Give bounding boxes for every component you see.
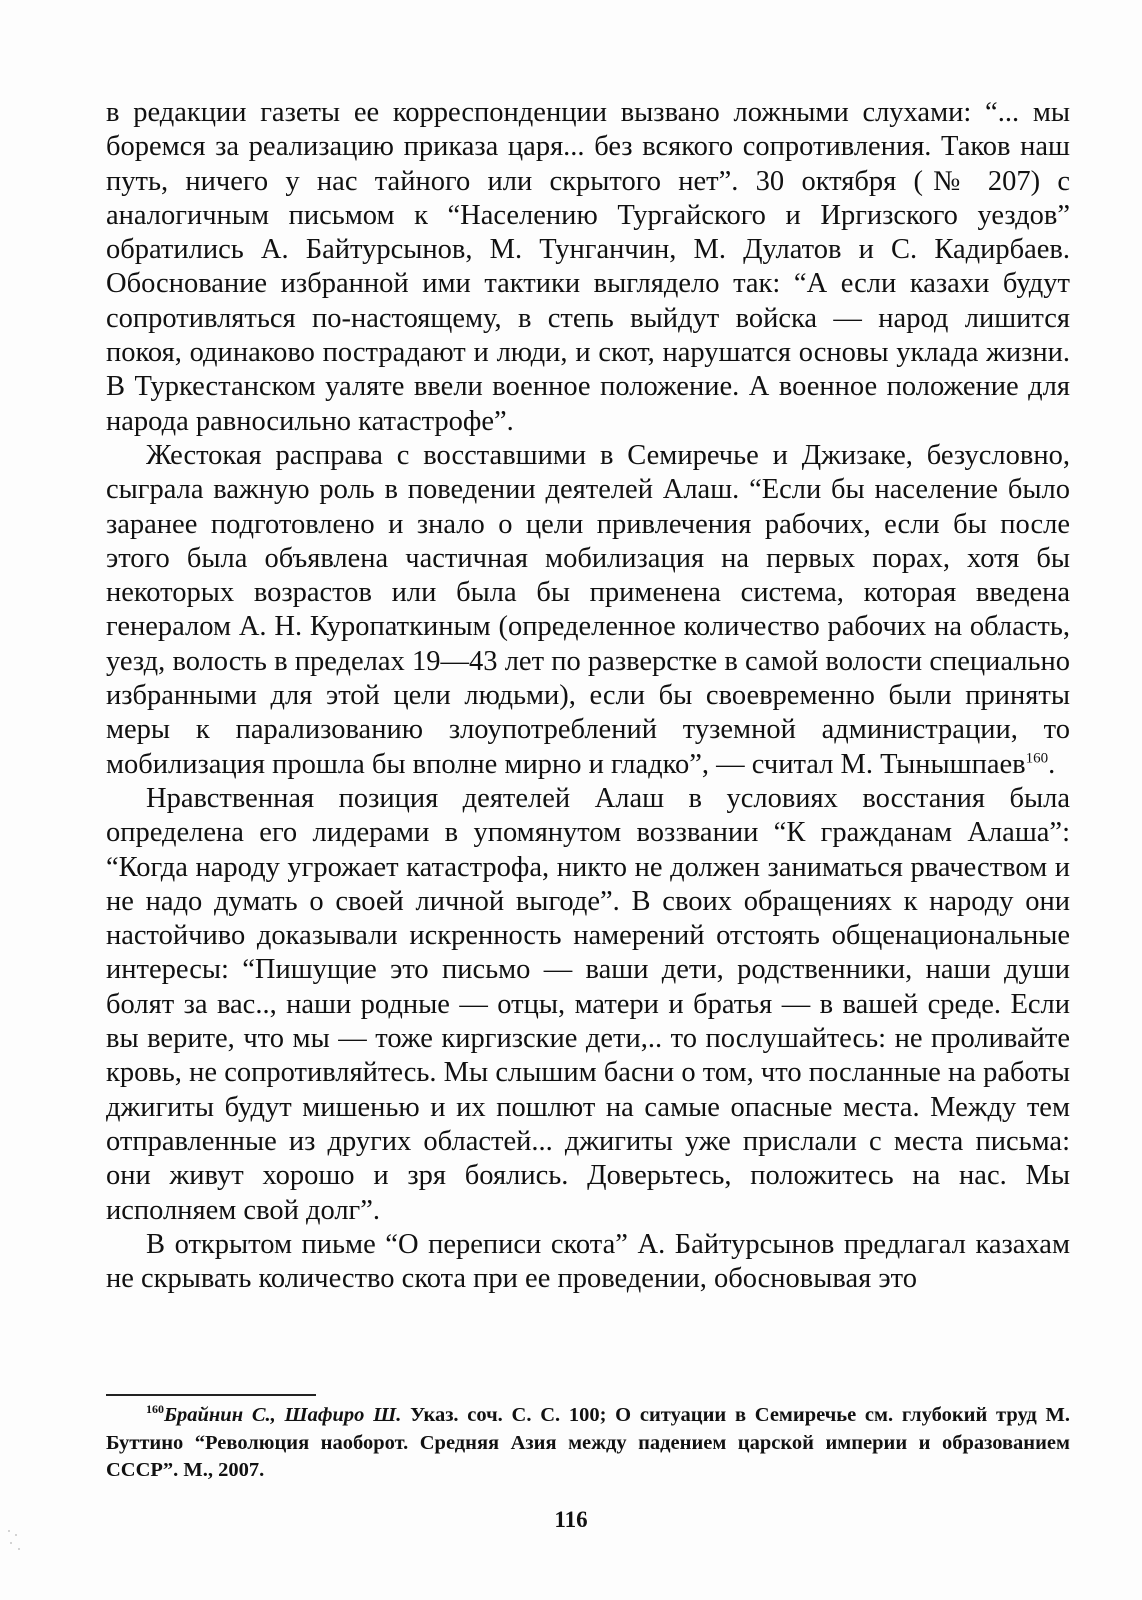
footnote-divider bbox=[106, 1394, 316, 1396]
paragraph-3: Нравственная позиция деятелей Алаш в условиях восстания была определена его лидерами в упомянутом воззвании “К гражданам Алаша”: “Когда народу угрожает катастрофа, никто не должен заниматься рвачеством и не надо думать о своей личной выгоде”. В своих обращениях к народу они настойчиво доказывали искренность намерений отстоять общенациональные интересы: “Пишущие это письмо — ваши дети, родственники, наши души болят за вас.., наши родные — отцы, матери и братья — в вашей среде. Если вы верите, что мы — тоже киргизские дети,.. то послушайтесь: не проливайте кровь, не сопротивляйтесь. Мы слышим басни о том, что посланные на работы джигиты будут мишенью и их пошлют на самые опасные места. Между тем отправленные из других областей... джигиты уже прислали с места письма: они живут хорошо и зря боялись. Доверьтесь, положитесь на нас. Мы исполняем свой долг”. bbox=[106, 782, 1070, 1226]
paragraph-2-text: Жестокая расправа с восставшими в Семиречье и Джизаке, безусловно, сыграла важную роль в поведении деятелей Алаш. “Если бы население было заранее подготовлено и знало о цели привлечения рабочих, если бы после этого была объявлена частичная мобилизация на первых порах, хотя бы некоторых возрастов или была бы применена система, которая введена генералом А. Н. Куропаткиным (определенное количество рабочих на область, уезд, волость в пределах 19—43 лет по разверстке в самой волости специально избранными для этой цели людьми), если бы своевременно были приняты меры к парализованию злоупотреблений туземной администрации, то мобилизация прошла бы вполне мирно и гладко”, — считал М. Тынышпаев bbox=[106, 439, 1070, 780]
paragraph-1: в редакции газеты ее корреспонденции вызвано ложными слухами: “... мы боремся за реализацию приказа царя... без всякого сопротивления. Таков наш путь, ничего у нас тайного или скрытого нет”. 30 октября (№ 207) с аналогичным письмом к “Населению Тургайского и Иргизского уездов” обратились А. Байтурсынов, М. Тунганчин, М. Дулатов и С. Кадирбаев. Обоснование избранной ими тактики выглядело так: “А если казахи будут сопротивляться по-настоящему, в степь выйдут войска — народ лишится покоя, одинаково пострадают и люди, и скот, нарушатся основы уклада жизни. В Туркестанском уаляте ввели военное положение. А военное положение для народа равносильно катастрофе”. bbox=[106, 97, 1070, 437]
page-number: 116 bbox=[554, 1507, 588, 1532]
paragraph-4: В открытом пиьме “О переписи скота” А. Байтурсынов предлагал казахам не скрывать количество скота при ее проведении, обосновывая это bbox=[106, 1228, 1070, 1295]
paragraph-2: Жестокая расправа с восставшими в Семиречье и Джизаке, безусловно, сыграла важную роль в поведении деятелей Алаш. “Если бы население было заранее подготовлено и знало о цели привлечения рабочих, если бы после этого была объявлена частичная мобилизация на первых порах, хотя бы некоторых возрастов или была бы применена система, которая введена генералом А. Н. Куропаткиным (определенное количество рабочих на область, уезд, волость в пределах 19—43 лет по разверстке в самой волости специально избранными для этой цели людьми), если бы своевременно были приняты меры к парализованию злоупотреблений туземной администрации, то мобилизация прошла бы вполне мирно и гладко”, — считал М. Тынышпаев$^{160}$. bbox=[106, 439, 1070, 780]
footnote-authors: Брайнин С., Шафиро Ш. bbox=[164, 1404, 402, 1426]
footnote-number: 160 bbox=[146, 1402, 164, 1417]
main-text bbox=[106, 96, 1070, 1296]
scan-artifact bbox=[6, 1528, 24, 1554]
footnote-text: Указ. соч. С. С. 100; О ситуации в Семиречье см. глубокий труд М. Буттино “Революция наоборот. Средняя Азия между падением царской империи и образованием СССР”. М., 2007. bbox=[106, 1404, 1070, 1481]
footnote-reference: 160 bbox=[1025, 750, 1049, 767]
footnote bbox=[106, 1402, 1070, 1485]
